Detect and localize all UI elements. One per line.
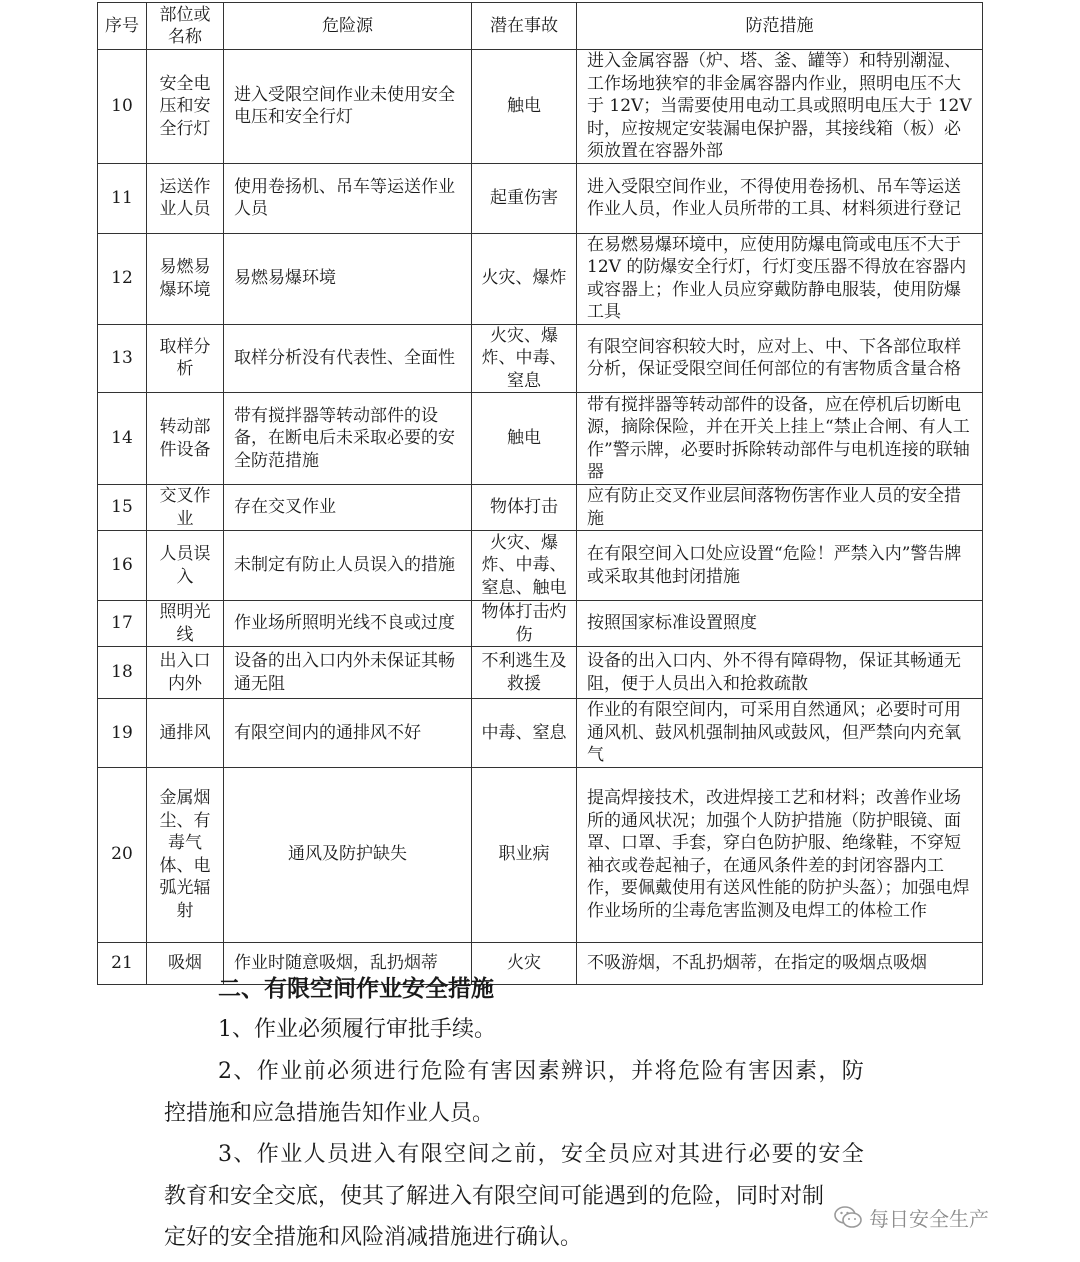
wechat-icon (833, 1205, 863, 1231)
row-hazard: 通风及防护缺失 (224, 767, 472, 942)
row-hazard: 进入受限空间作业未使用安全电压和安全行灯 (224, 50, 472, 164)
table-row (98, 485, 983, 531)
row-measure: 进入金属容器（炉、塔、釜、罐等）和特别潮湿、工作场地狭窄的非金属容器内作业，照明电压不大于 12V；当需要使用电动工具或照明电压大于 12V 时，应按规定安装漏电保护器，其接线箱（板）必须放置在容器外部 (577, 50, 983, 164)
row-hazard: 取样分析没有代表性、全面性 (224, 324, 472, 393)
measure-item-3-line-3: 定好的安全措施和风险消减措施进行确认。 (164, 1225, 583, 1250)
header-measure: 防范措施 (577, 3, 983, 50)
row-no: 10 (98, 50, 147, 164)
row-accident: 火灾、爆炸 (472, 233, 577, 324)
row-part: 运送作业人员 (147, 163, 224, 233)
row-part: 出入口内外 (147, 647, 224, 699)
row-measure: 应有防止交叉作业层间落物伤害作业人员的安全措施 (577, 485, 983, 531)
row-part: 吸烟 (147, 942, 224, 984)
row-hazard: 存在交叉作业 (224, 485, 472, 531)
table-row (98, 50, 983, 164)
row-no: 21 (98, 942, 147, 984)
section-heading: 二、有限空间作业安全措施 (218, 975, 494, 1002)
row-no: 14 (98, 393, 147, 485)
row-hazard: 作业时随意吸烟，乱扔烟蒂 (224, 942, 472, 984)
row-measure: 不吸游烟，不乱扔烟蒂，在指定的吸烟点吸烟 (577, 942, 983, 984)
row-no: 19 (98, 699, 147, 768)
table-row (98, 647, 983, 699)
row-measure: 作业的有限空间内，可采用自然通风；必要时可用通风机、鼓风机强制抽风或鼓风，但严禁向内充氧气 (577, 699, 983, 768)
row-accident: 触电 (472, 393, 577, 485)
row-no: 16 (98, 531, 147, 601)
row-part: 金属烟尘、有毒气体、电弧光辐射 (147, 767, 224, 942)
row-measure: 提高焊接技术，改进焊接工艺和材料；改善作业场所的通风状况；加强个人防护措施（防护眼镜、面罩、口罩、手套，穿白色防护服、绝缘鞋，不穿短袖衣或卷起袖子，在通风条件差的封闭容器内工作，要佩戴使用有送风性能的防护头盔）；加强电焊作业场所的尘毒危害监测及电焊工的体检工作 (577, 767, 983, 942)
row-hazard: 有限空间内的通排风不好 (224, 699, 472, 768)
row-no: 17 (98, 601, 147, 647)
row-no: 11 (98, 163, 147, 233)
row-hazard: 使用卷扬机、吊车等运送作业人员 (224, 163, 472, 233)
row-measure: 按照国家标准设置照度 (577, 601, 983, 647)
row-part: 照明光线 (147, 601, 224, 647)
row-hazard: 易燃易爆环境 (224, 233, 472, 324)
watermark-text: 每日安全生产 (869, 1207, 989, 1231)
table-header-row (98, 3, 983, 50)
row-measure: 设备的出入口内、外不得有障碍物，保证其畅通无阻，便于人员出入和抢救疏散 (577, 647, 983, 699)
row-part: 人员误入 (147, 531, 224, 601)
watermark (833, 1203, 989, 1232)
row-accident: 物体打击灼伤 (472, 601, 577, 647)
header-no: 序号 (98, 3, 147, 50)
row-accident: 触电 (472, 50, 577, 164)
measure-item-3-line-2: 教育和安全交底，使其了解进入有限空间可能遇到的危险，同时对制 (164, 1184, 825, 1209)
row-part: 通排风 (147, 699, 224, 768)
row-no: 18 (98, 647, 147, 699)
row-measure: 带有搅拌器等转动部件的设备，应在停机后切断电源，摘除保险，并在开关上挂上“禁止合闸、有人工作”警示牌，必要时拆除转动部件与电机连接的联轴器 (577, 393, 983, 485)
table-row (98, 767, 983, 942)
measure-item-3-line-1: 3、作业人员进入有限空间之前，安全员应对其进行必要的安全 (218, 1142, 866, 1167)
row-hazard: 未制定有防止人员误入的措施 (224, 531, 472, 601)
row-accident: 火灾 (472, 942, 577, 984)
measure-item-1: 1、作业必须履行审批手续。 (218, 1017, 496, 1042)
row-accident: 中毒、窒息 (472, 699, 577, 768)
table-row (98, 393, 983, 485)
header-accident: 潜在事故 (472, 3, 577, 50)
table-row (98, 699, 983, 768)
row-hazard: 作业场所照明光线不良或过度 (224, 601, 472, 647)
row-accident: 不利逃生及救援 (472, 647, 577, 699)
row-no: 20 (98, 767, 147, 942)
measure-item-2-line-1: 2、作业前必须进行危险有害因素辨识，并将危险有害因素，防 (218, 1059, 866, 1084)
row-no: 13 (98, 324, 147, 393)
row-accident: 火灾、爆炸、中毒、窒息、触电 (472, 531, 577, 601)
table-row (98, 233, 983, 324)
row-no: 12 (98, 233, 147, 324)
row-measure: 在易燃易爆环境中，应使用防爆电筒或电压不大于 12V 的防爆安全行灯，行灯变压器不得放在容器内或容器上；作业人员应穿戴防静电服装，使用防爆工具 (577, 233, 983, 324)
row-part: 转动部件设备 (147, 393, 224, 485)
row-part: 安全电压和安全行灯 (147, 50, 224, 164)
header-hazard: 危险源 (224, 3, 472, 50)
row-measure: 进入受限空间作业，不得使用卷扬机、吊车等运送作业人员，作业人员所带的工具、材料须进行登记 (577, 163, 983, 233)
row-no: 15 (98, 485, 147, 531)
row-part: 易燃易爆环境 (147, 233, 224, 324)
row-accident: 火灾、爆炸、中毒、窒息 (472, 324, 577, 393)
hazard-table (97, 2, 983, 985)
row-accident: 起重伤害 (472, 163, 577, 233)
row-hazard: 带有搅拌器等转动部件的设备，在断电后未采取必要的安全防范措施 (224, 393, 472, 485)
row-accident: 物体打击 (472, 485, 577, 531)
row-measure: 有限空间容积较大时，应对上、中、下各部位取样分析，保证受限空间任何部位的有害物质含量合格 (577, 324, 983, 393)
table-row (98, 601, 983, 647)
row-part: 交叉作业 (147, 485, 224, 531)
table-row (98, 324, 983, 393)
measure-item-2-line-2: 控措施和应急措施告知作业人员。 (164, 1101, 495, 1126)
row-measure: 在有限空间入口处应设置“危险！严禁入内”警告牌或采取其他封闭措施 (577, 531, 983, 601)
header-part: 部位或名称 (147, 3, 224, 50)
table-row (98, 163, 983, 233)
table-row (98, 531, 983, 601)
row-accident: 职业病 (472, 767, 577, 942)
row-hazard: 设备的出入口内外未保证其畅通无阻 (224, 647, 472, 699)
row-part: 取样分析 (147, 324, 224, 393)
